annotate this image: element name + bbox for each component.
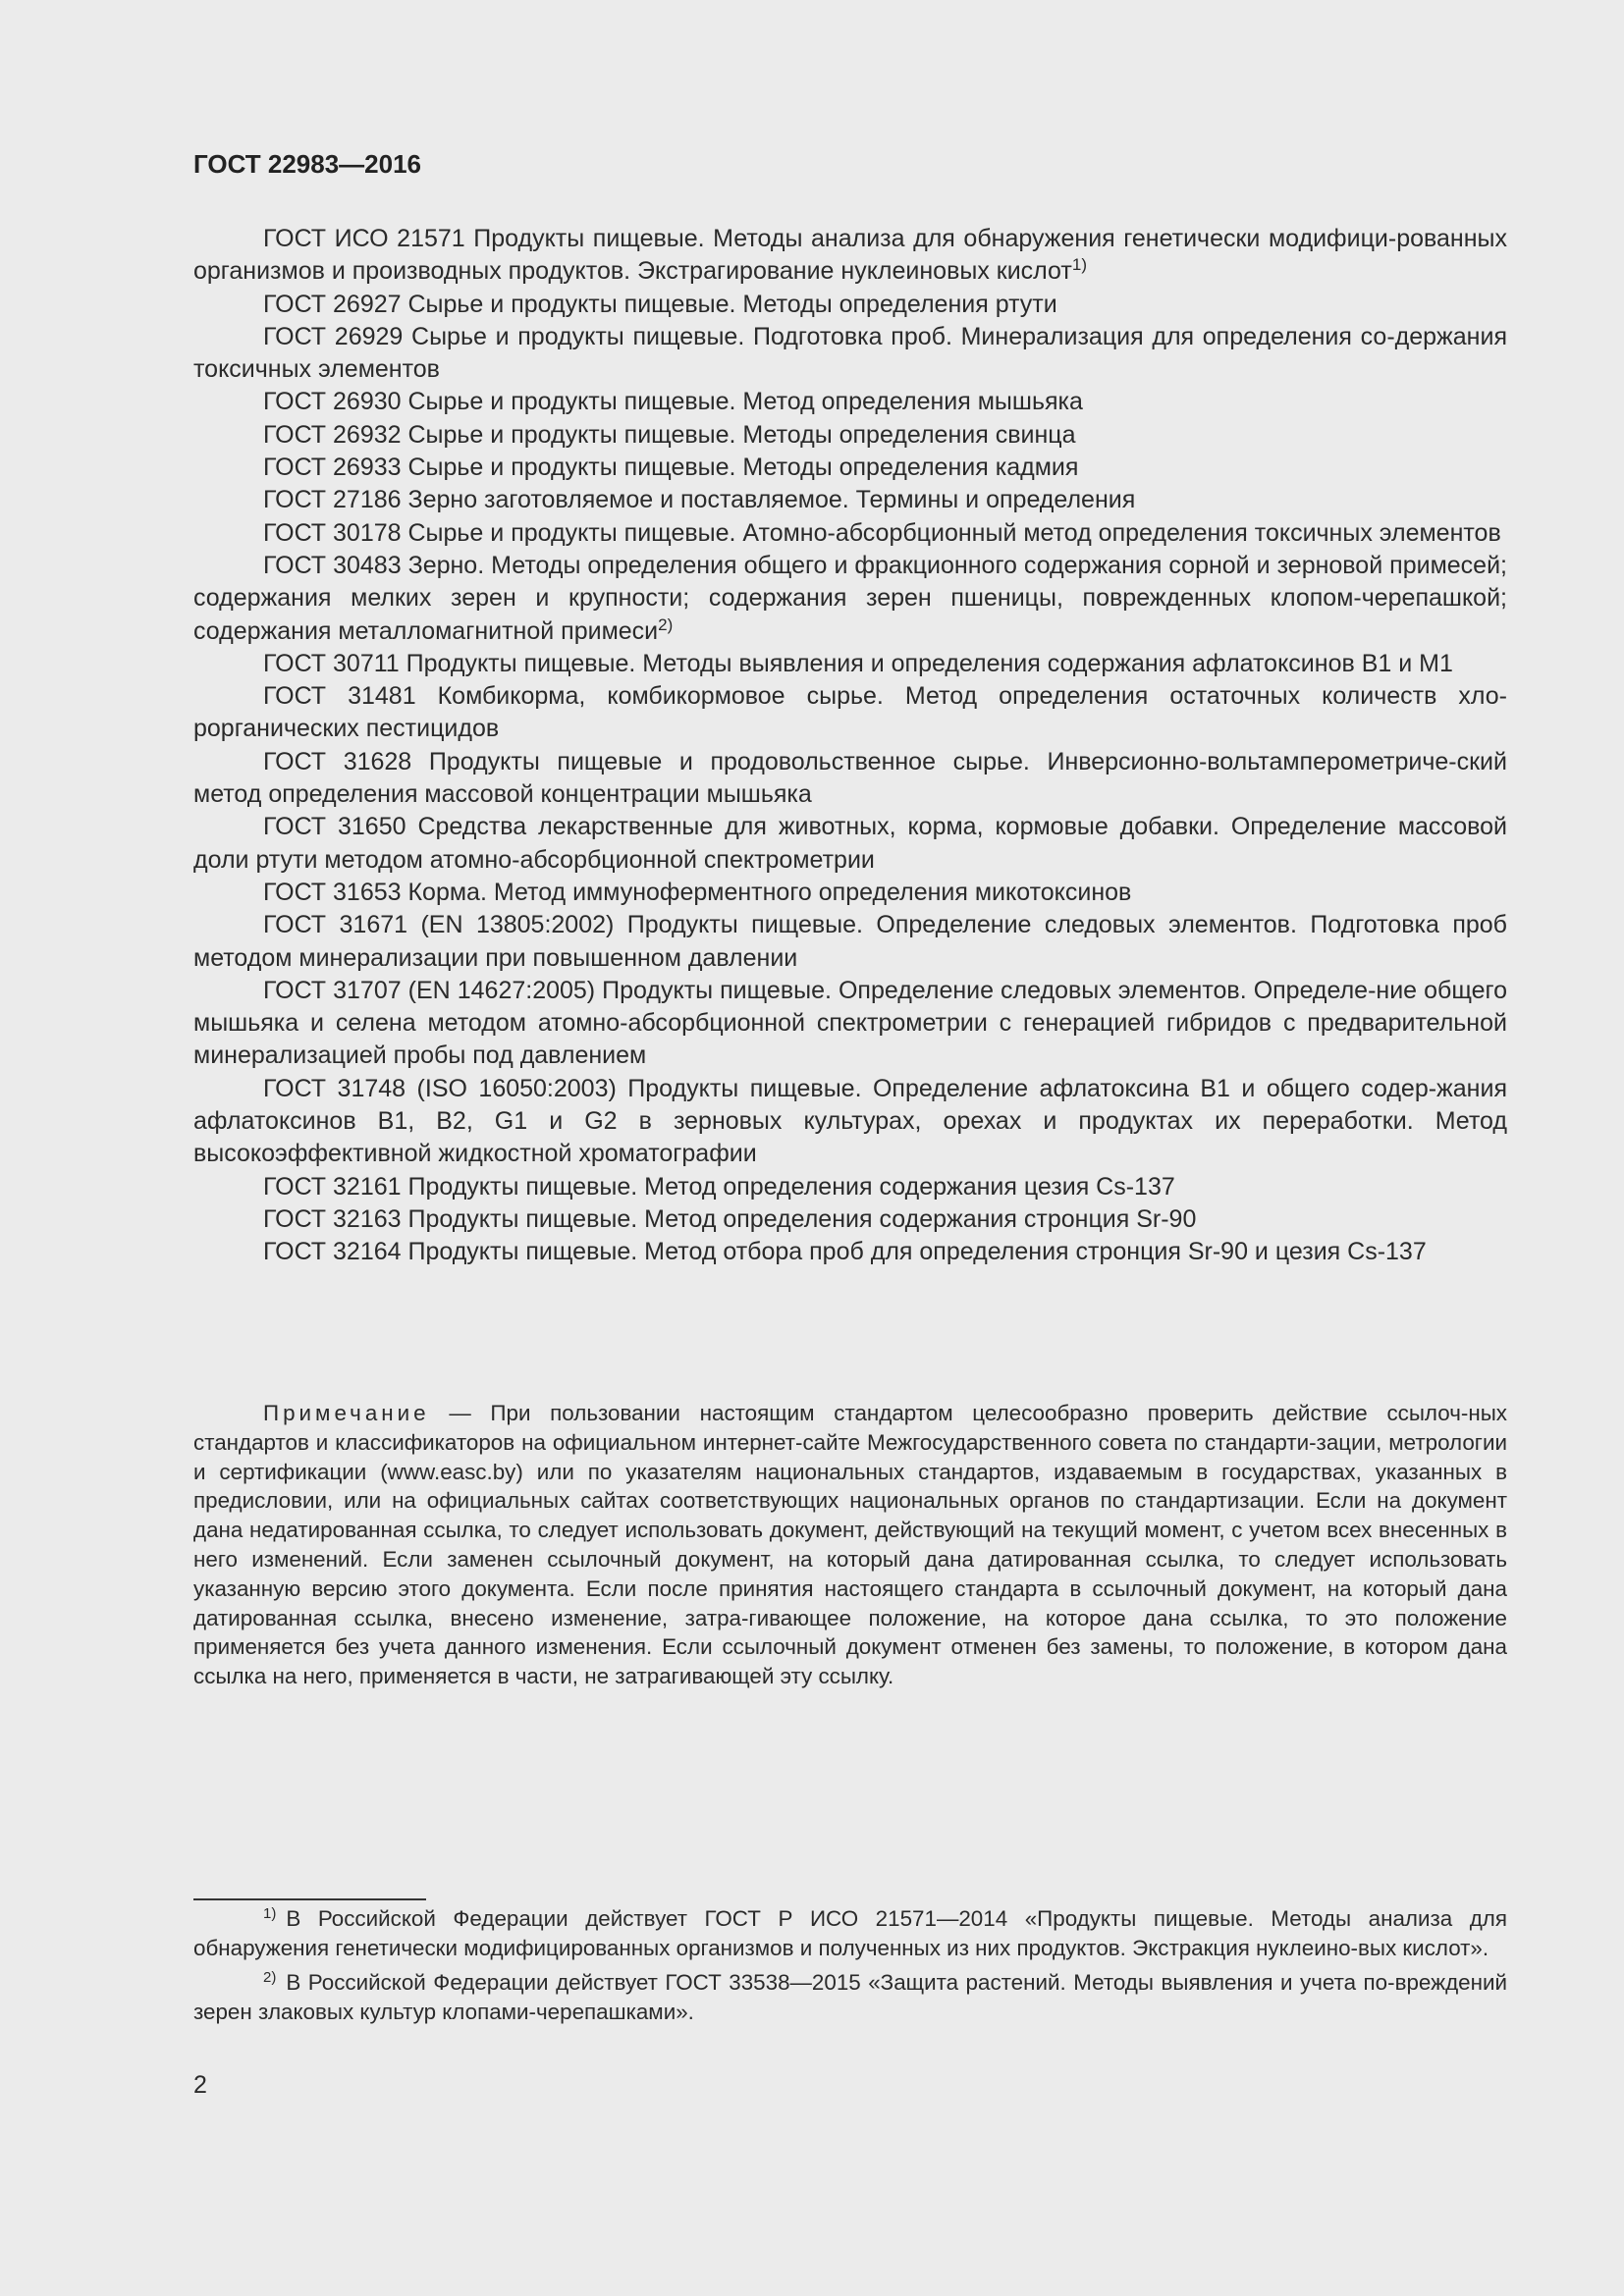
- note-paragraph: [193, 1399, 1507, 1691]
- normative-references-list: [193, 223, 1507, 1269]
- reference-text: ГОСТ 31650 Средства лекарственные для животных, корма, кормовые добавки. Определение массовой доли ртути методом атомно-абсорбционной спектрометрии: [193, 813, 1507, 874]
- note-label: Примечание: [263, 1401, 430, 1425]
- reference-text: ГОСТ 26932 Сырье и продукты пищевые. Методы определения свинца: [263, 420, 1076, 449]
- reference-text: ГОСТ 26929 Сырье и продукты пищевые. Подготовка проб. Минерализация для определения со-держания токсичных элементов: [193, 322, 1507, 384]
- reference-text: ГОСТ 27186 Зерно заготовляемое и поставляемое. Термины и определения: [263, 486, 1136, 514]
- reference-item: [193, 386, 1507, 418]
- reference-item: [193, 877, 1507, 909]
- reference-item: [193, 550, 1507, 648]
- reference-item: [193, 517, 1507, 550]
- reference-text: ГОСТ 26933 Сырье и продукты пищевые. Методы определения кадмия: [263, 454, 1079, 482]
- reference-text: ГОСТ ИСО 21571 Продукты пищевые. Методы анализа для обнаружения генетически модифици-рованных организмов и производных продуктов. Экстрагирование нуклеиновых кислот: [193, 225, 1507, 286]
- reference-item: [193, 680, 1507, 746]
- reference-item: [193, 811, 1507, 877]
- reference-item: [193, 648, 1507, 680]
- footnote-item: [193, 1904, 1507, 1962]
- footnote-mark: 2): [263, 1969, 277, 1986]
- reference-text: ГОСТ 32164 Продукты пищевые. Метод отбора проб для определения стронция Sr-90 и цезия Cs-137: [263, 1238, 1427, 1266]
- footnote-marker[interactable]: 2): [658, 614, 674, 634]
- reference-item: [193, 1203, 1507, 1236]
- reference-text: ГОСТ 30178 Сырье и продукты пищевые. Атомно-абсорбционный метод определения токсичных элементов: [263, 518, 1501, 547]
- footnote-text: В Российской Федерации действует ГОСТ Р ИСО 21571—2014 «Продукты пищевые. Методы анализа для обнаружения генетически модифицированных организмов и полученных из них продуктов. Экстракция нуклеино-вых кислот».: [193, 1906, 1507, 1960]
- reference-text: ГОСТ 31671 (EN 13805:2002) Продукты пищевые. Определение следовых элементов. Подготовка проб методом минерализации при повышенном давлении: [193, 911, 1507, 972]
- reference-item: [193, 1236, 1507, 1268]
- reference-text: ГОСТ 26930 Сырье и продукты пищевые. Метод определения мышьяка: [263, 388, 1083, 416]
- reference-text: ГОСТ 31628 Продукты пищевые и продовольственное сырье. Инверсионно-вольтамперометриче-ский метод определения массовой концентрации мышьяка: [193, 747, 1507, 809]
- reference-item: [193, 1073, 1507, 1171]
- reference-text: ГОСТ 31653 Корма. Метод иммуноферментного определения микотоксинов: [263, 878, 1132, 906]
- footnote-mark: 1): [263, 1905, 277, 1922]
- reference-item: [193, 1171, 1507, 1203]
- document-header: ГОСТ 22983—2016: [193, 149, 421, 179]
- reference-text: ГОСТ 30711 Продукты пищевые. Методы выявления и определения содержания афлатоксинов В1 и М1: [263, 649, 1453, 677]
- reference-item: [193, 419, 1507, 452]
- footnote-divider: [193, 1898, 426, 1900]
- reference-text: ГОСТ 32161 Продукты пищевые. Метод определения содержания цезия Cs-137: [263, 1172, 1175, 1201]
- reference-item: [193, 223, 1507, 289]
- reference-text: ГОСТ 31481 Комбикорма, комбикормовое сырье. Метод определения остаточных количеств хло-рорганических пестицидов: [193, 682, 1507, 743]
- footnote-marker[interactable]: 1): [1071, 255, 1087, 275]
- reference-item: [193, 321, 1507, 387]
- reference-text: ГОСТ 31748 (ISO 16050:2003) Продукты пищевые. Определение афлатоксина В1 и общего содер-жания афлатоксинов В1, В2, G1 и G2 в зерновых культурах, орехах и продуктах их переработки. Метод высокоэффективной жидкостной хроматографии: [193, 1074, 1507, 1168]
- reference-text: ГОСТ 32163 Продукты пищевые. Метод определения содержания стронция Sr-90: [263, 1204, 1197, 1233]
- reference-item: [193, 452, 1507, 484]
- reference-item: [193, 909, 1507, 975]
- reference-text: ГОСТ 26927 Сырье и продукты пищевые. Методы определения ртути: [263, 290, 1057, 318]
- reference-item: [193, 975, 1507, 1073]
- reference-item: [193, 746, 1507, 812]
- footnote-text: В Российской Федерации действует ГОСТ 33538—2015 «Защита растений. Методы выявления и учета по-вреждений зерен злаковых культур клопами-черепашками».: [193, 1970, 1507, 2024]
- note-text: — При пользовании настоящим стандартом целесообразно проверить действие ссылоч-ных стандартов и классификаторов на официальном интернет-сайте Межгосударственного совета по стандарти-зации, метрологии и сертификации (www.easc.by) или по указателям национальных стандартов, издаваемым в государствах, указанных в предисловии, или на официальных сайтах соответствующих национальных органов по стандартизации. Если на документ дана недатированная ссылка, то следует использовать документ, действующий на текущий момент, с учетом всех внесенных в него изменений. Если заменен ссылочный документ, на который дана датированная ссылка, то следует использовать указанную версию этого документа. Если после принятия настоящего стандарта в ссылочный документ, на который дана датированная ссылка, внесено изменение, затра-гивающее положение, на которое дана ссылка, то это положение применяется без учета данного изменения. Если ссылочный документ отменен без замены, то положение, в котором дана ссылка на него, применяется в части, не затрагивающей эту ссылку.: [193, 1401, 1507, 1689]
- reference-text: ГОСТ 30483 Зерно. Методы определения общего и фракционного содержания сорной и зерновой примесей; содержания мелких зерен и крупности; содержания зерен пшеницы, поврежденных клопом-черепашкой; содержания металломагнитной примеси: [193, 551, 1507, 645]
- footnotes: [193, 1904, 1507, 2032]
- reference-item: [193, 289, 1507, 321]
- footnote-item: [193, 1968, 1507, 2026]
- page-number: 2: [193, 2071, 207, 2099]
- reference-text: ГОСТ 31707 (EN 14627:2005) Продукты пищевые. Определение следовых элементов. Определе-ние общего мышьяка и селена методом атомно-абсорбционной спектрометрии с генерацией гибридов с предварительной минерализацией пробы под давлением: [193, 976, 1507, 1070]
- reference-item: [193, 484, 1507, 516]
